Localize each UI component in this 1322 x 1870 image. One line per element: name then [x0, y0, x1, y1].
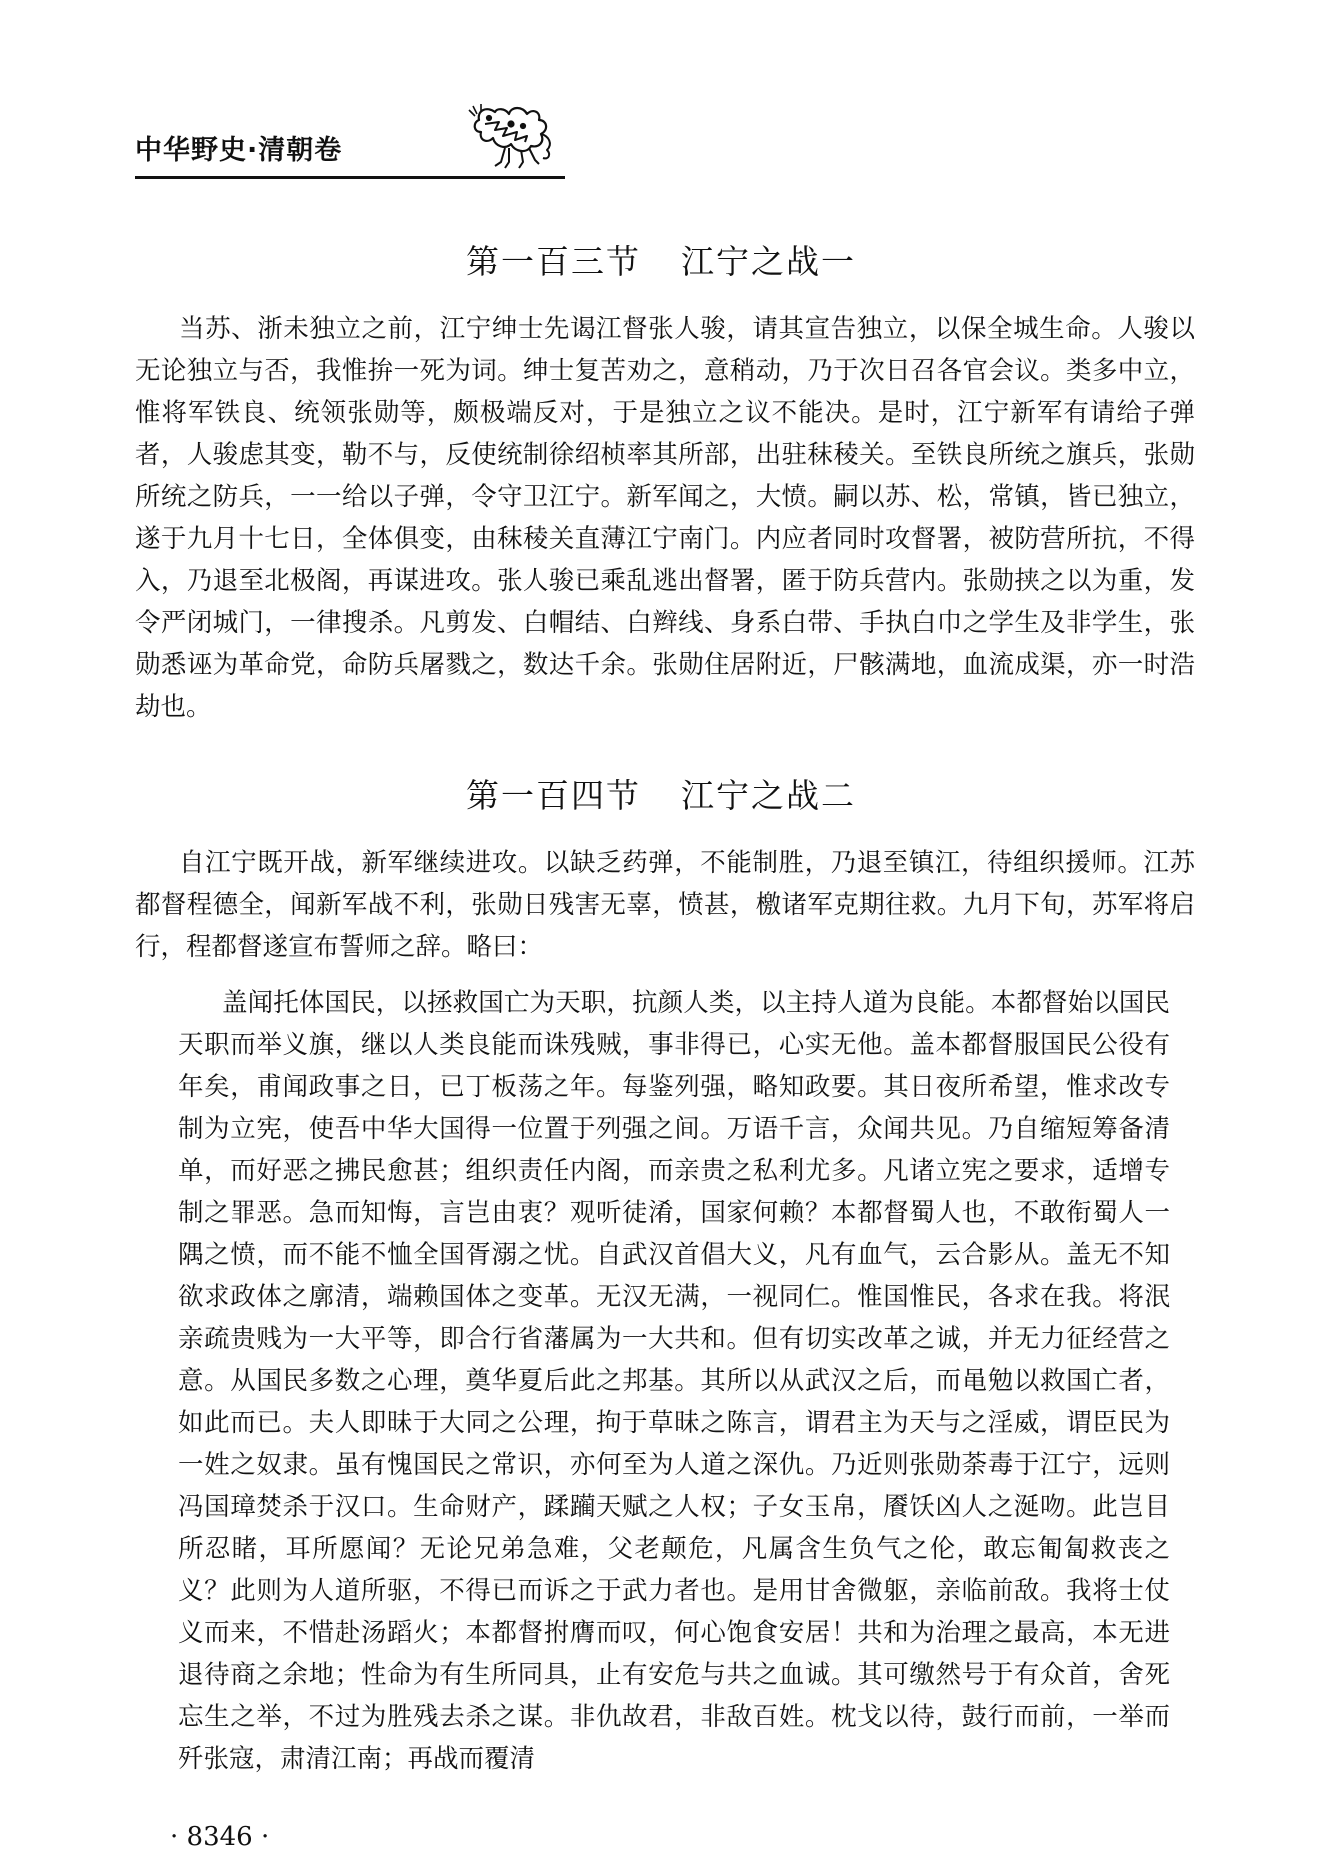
header-rule [135, 176, 565, 179]
quoted-proclamation: 盖闻托体国民，以拯救国亡为天职，抗颜人类，以主持人道为良能。本都督始以国民天职而举义旗，继以人类良能而诛残贼，事非得已，心实无他。盖本都督服国民公役有年矣，甫闻政事之日，已丁板荡之年。每鉴列强，略知政要。其日夜所希望，惟求改专制为立宪，使吾中华大国得一位置于列强之间。万语千言，众闻共见。乃自缩短筹备清单，而好恶之拂民愈甚；组织责任内阁，而亲贵之私利尤多。凡诸立宪之要求，适增专制之罪恶。急而知悔，言岂由衷？观听徒淆，国家何赖？本都督蜀人也，不敢衔蜀人一隅之愤，而不能不恤全国胥溺之忧。自武汉首倡大义，凡有血气，云合影从。盖无不知欲求政体之廓清，端赖国体之变革。无汉无满，一视同仁。惟国惟民，各求在我。将泯亲疏贵贱为一大平等，即合行省藩属为一大共和。但有切实改革之诚，并无力征经营之意。从国民多数之心理，奠华夏后此之邦基。其所以从武汉之后，而黾勉以救国亡者，如此而已。夫人即昧于大同之公理，拘于草昧之陈言，谓君主为天与之淫威，谓臣民为一姓之奴隶。虽有愧国民之常识，亦何至为人道之深仇。乃近则张勋荼毒于江宁，远则冯国璋焚杀于汉口。生命财产，蹂躏天赋之人权；子女玉帛，餍饫凶人之涎吻。此岂目所忍睹，耳所愿闻？无论兄弟急难，父老颠危，凡属含生负气之伦，敢忘匍匐救丧之义？此则为人道所驱，不得已而诉之于武力者也。是用甘舍微躯，亲临前敌。我将士仗义而来，不惜赴汤蹈火；本都督拊膺而叹，何心饱食安居！共和为治理之最高，本无进退待商之余地；性命为有生所同具，止有安危与共之血诚。其可缴然号于有众首，舍死忘生之举，不过为胜残去杀之谋。非仇故君，非敌百姓。枕戈以待，鼓行而前，一举而歼张寇，肃清江南；再战而覆清 [178, 988, 1170, 1774]
dragon-icon [465, 102, 553, 172]
section-title: 江宁之战二 [681, 776, 856, 815]
section-number: 第一百三节 [466, 242, 641, 281]
section-title: 江宁之战一 [681, 242, 856, 281]
book-title: 中华野史·清朝卷 [135, 135, 343, 166]
body-paragraph: 自江宁既开战，新军继续进攻。以缺乏药弹，不能制胜，乃退至镇江，待组织援师。江苏都督程德全，闻新军战不利，张勋日残害无辜，愤甚，檄诸军克期往救。九月下旬，苏军将启行，程都督遂宣布誓师之辞。略曰： [135, 848, 1195, 962]
page-number: · 8346 · [170, 1822, 270, 1852]
section-heading-104 [0, 770, 1322, 817]
section-number: 第一百四节 [466, 776, 641, 815]
section-heading-103 [0, 236, 1322, 283]
page-header [135, 98, 1195, 188]
body-paragraph: 当苏、浙未独立之前，江宁绅士先谒江督张人骏，请其宣告独立，以保全城生命。人骏以无论独立与否，我惟拚一死为词。绅士复苦劝之，意稍动，乃于次日召各官会议。类多中立，惟将军铁良、统领张勋等，颇极端反对，于是独立之议不能决。是时，江宁新军有请给子弹者，人骏虑其变，勒不与，反使统制徐绍桢率其所部，出驻秣稜关。至铁良所统之旗兵，张勋所统之防兵，一一给以子弹，令守卫江宁。新军闻之，大愤。嗣以苏、松，常镇，皆已独立，遂于九月十七日，全体俱变，由秣稜关直薄江宁南门。内应者同时攻督署，被防营所抗，不得入，乃退至北极阁，再谋进攻。张人骏已乘乱逃出督署，匿于防兵营内。张勋挟之以为重，发令严闭城门，一律搜杀。凡剪发、白帽结、白辫线、身系白带、手执白巾之学生及非学生，张勋悉诬为革命党，命防兵屠戮之，数达千余。张勋住居附近，尸骸满地，血流成渠，亦一时浩劫也。 [135, 314, 1195, 722]
